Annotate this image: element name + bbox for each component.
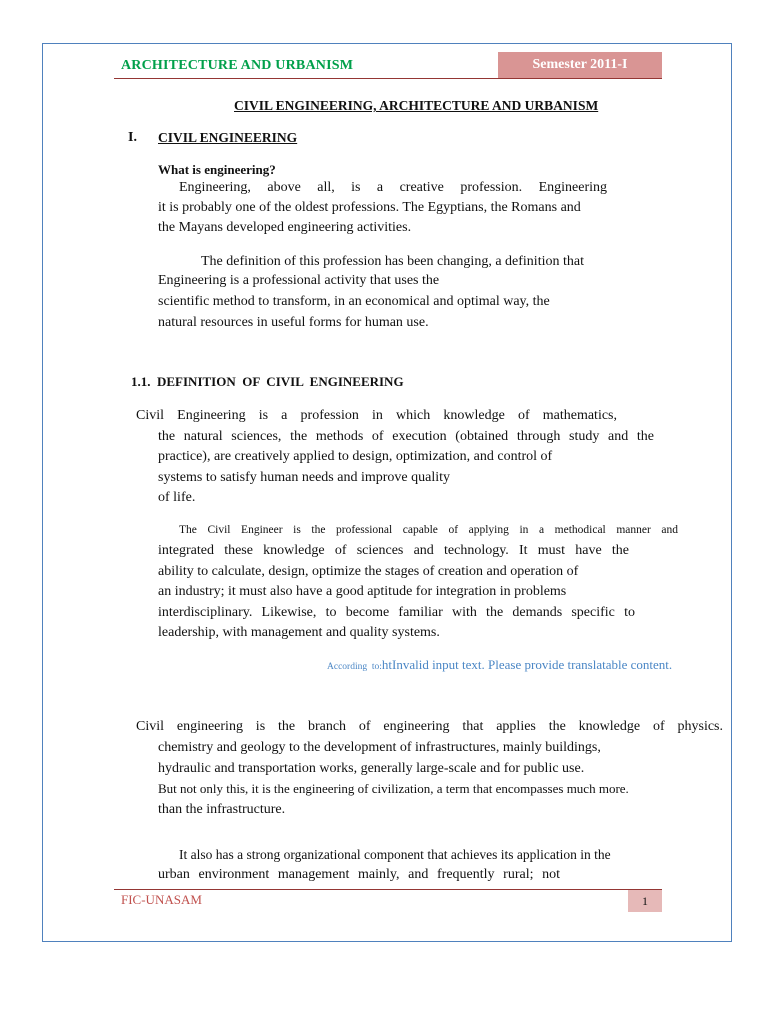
p3-line-3: practice), are creatively applied to design, optimization, and control of (158, 449, 553, 464)
p3-line-4: systems to satisfy human needs and improve quality (158, 470, 451, 485)
p3-line-2: the natural sciences, the methods of execution (obtained through study and the (158, 429, 654, 444)
p4-line-1: The Civil Engineer is the professional capable of applying in a methodical manner and (179, 524, 678, 536)
p5-line-4: But not only this, it is the engineering of civilization, a term that encompasses much more. (158, 781, 629, 796)
according-prefix: According to: (327, 662, 382, 672)
section-number: I. (128, 130, 137, 145)
p5-line-2: chemistry and geology to the development of infrastructures, mainly buildings, (158, 740, 601, 755)
p1-line-3: the Mayans developed engineering activities. (158, 220, 412, 235)
p4-line-6: leadership, with management and quality systems. (158, 625, 440, 640)
header-course: ARCHITECTURE AND URBANISM (121, 58, 354, 73)
p4-line-5: interdisciplinary. Likewise, to become familiar with the demands specific to (158, 605, 635, 620)
p1-line-2: it is probably one of the oldest professions. The Egyptians, the Romans and (158, 200, 581, 215)
page-border (42, 43, 732, 942)
page-number: 1 (628, 890, 662, 912)
subsection-heading: 1.1. DEFINITION OF CIVIL ENGINEERING (131, 374, 404, 389)
p2-line-3: scientific method to transform, in an economical and optimal way, the (158, 294, 550, 309)
header-rule (114, 78, 662, 79)
p2-line-1: The definition of this profession has been changing, a definition that (201, 254, 584, 269)
p4-line-2: integrated these knowledge of sciences and technology. It must have the (158, 543, 629, 558)
p4-line-4: an industry; it must also have a good aptitude for integration in problems (158, 584, 567, 599)
header-semester: Semester 2011-I (498, 52, 662, 78)
p4-line-3: ability to calculate, design, optimize the stages of creation and operation of (158, 564, 579, 579)
section-title: CIVIL ENGINEERING (158, 130, 298, 145)
p3-line-5: of life. (158, 490, 196, 505)
p2-line-2: Engineering is a professional activity that uses the (158, 273, 440, 288)
p6-line-1: It also has a strong organizational component that achieves its application in the (179, 847, 611, 862)
according-link[interactable]: htInvalid input text. Please provide translatable content. (381, 657, 673, 672)
p5-line-3: hydraulic and transportation works, generally large-scale and for public use. (158, 761, 585, 776)
footer-rule (114, 889, 662, 890)
p6-line-2: urban environment management mainly, and frequently rural; not (158, 867, 560, 882)
p2-line-4: natural resources in useful forms for human use. (158, 315, 429, 330)
question-heading: What is engineering? (158, 162, 276, 177)
document-title: CIVIL ENGINEERING, ARCHITECTURE AND URBANISM (234, 98, 599, 113)
footer-institution: FIC-UNASAM (121, 892, 202, 907)
p1-line-1: Engineering, above all, is a creative profession. Engineering (179, 180, 607, 195)
p5-line-5: than the infrastructure. (158, 802, 286, 817)
p3-line-1: Civil Engineering is a profession in which knowledge of mathematics, (136, 408, 617, 423)
p5-line-1: Civil engineering is the branch of engineering that applies the knowledge of physics. (136, 719, 723, 734)
